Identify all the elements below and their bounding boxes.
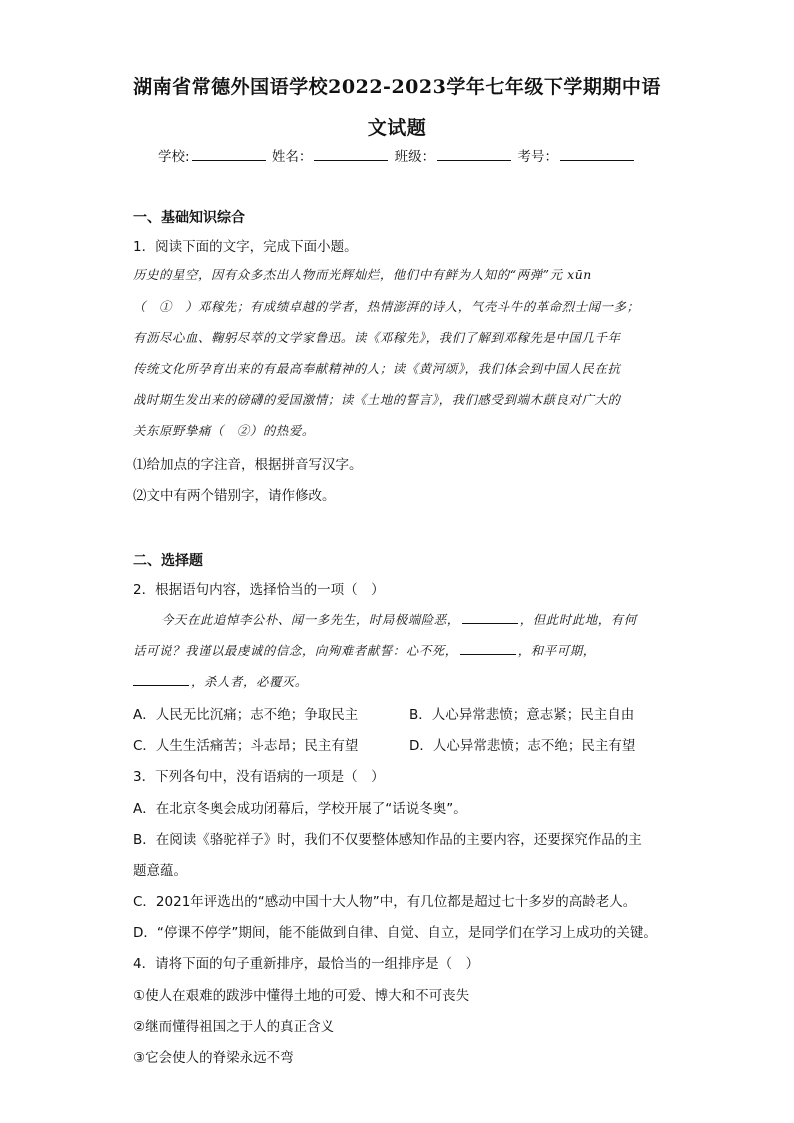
class-blank[interactable] — [437, 148, 511, 161]
name-blank[interactable] — [314, 148, 388, 161]
q2-option-d[interactable]: D．人心异常悲愤；志不绝；民主有望 — [409, 738, 636, 754]
q3-option-a[interactable]: A．在北京冬奥会成功闭幕后，学校开展了“话说冬奥”。 — [133, 801, 467, 817]
exam-title-line1: 湖南省常德外国语学校2022-2023学年七年级下学期期中语 — [133, 76, 661, 98]
q1-passage-line: 战时期生发出来的磅礴的爱国激情；读《土地的誓言》，我们感受到端木蕻良对广大的 — [133, 392, 621, 407]
school-label: 学校: — [158, 149, 190, 165]
student-info-row — [0, 145, 794, 165]
q3-option-c[interactable]: C．2021年评选出的“感动中国十大人物”中，有几位都是超过七十多岁的高龄老人。 — [133, 894, 637, 910]
q3-option-d[interactable]: D．“停课不停学”期间，能不能做到自律、自觉、自立，是同学们在学习上成功的关键。 — [133, 925, 657, 941]
class-label: 班级： — [394, 149, 436, 165]
q4-item: ③它会使人的脊梁永远不弯 — [133, 1050, 294, 1066]
q2-passage-text: ，和平可期， — [517, 643, 596, 658]
q1-sub1: ⑴给加点的字注音，根据拼音写汉字。 — [133, 457, 363, 473]
q4-item: ①使人在艰难的跋涉中懂得土地的可爱、博大和不可丧失 — [133, 988, 470, 1004]
section2-heading: 二、选择题 — [133, 553, 203, 569]
q2-option-c[interactable]: C．人生生活痛苦；斗志昂；民主有望 — [133, 738, 359, 754]
exam-title-line2: 文试题 — [367, 117, 427, 139]
q2-blank-3[interactable] — [133, 674, 189, 686]
exam-no-blank[interactable] — [560, 148, 634, 161]
q2-option-a[interactable]: A．人民无比沉痛；志不绝；争取民主 — [133, 707, 359, 723]
q1-passage-line: 有沥尽心血、鞠躬尽萃的文学家鲁迅。读《邓稼先》，我们了解到邓稼先是中国几千年 — [133, 330, 621, 345]
q1-passage-line: （ ① ）邓稼先；有成绩卓越的学者，热情澎湃的诗人，气壳斗牛的革命烈士闻一多； — [133, 299, 640, 314]
q4-item: ②继而懂得祖国之于人的真正含义 — [133, 1019, 335, 1035]
q2-passage-text: 话可说？我谨以最虔诚的信念，向殉难者献誓：心不死， — [133, 643, 458, 658]
q2-passage-text: ，杀人者，必覆灭。 — [191, 674, 308, 689]
q1-prompt: 1．阅读下面的文字，完成下面小题。 — [133, 239, 358, 255]
q2-passage-text: 今天在此追悼李公朴、闻一多先生，时局极端险恶， — [161, 612, 460, 627]
school-blank[interactable] — [192, 148, 266, 161]
name-label: 姓名： — [271, 149, 313, 165]
q1-sub2: ⑵文中有两个错别字，请作修改。 — [133, 488, 336, 504]
q1-passage-line: 历史的星空，因有众多杰出人物而光辉灿烂，他们中有鲜为人知的“两弹”元 xūn — [133, 267, 592, 282]
q2-passage-text: ，但此时此地，有何 — [519, 612, 637, 627]
q2-blank-1[interactable] — [462, 612, 518, 624]
q2-prompt: 2．根据语句内容，选择恰当的一项（ ） — [133, 582, 385, 598]
q1-passage-line: 传统文化所孕育出来的有最高奉献精神的人；读《黄河颂》，我们体会到中国人民在抗 — [133, 361, 621, 376]
q2-passage-line — [133, 672, 308, 690]
q2-blank-2[interactable] — [460, 643, 516, 655]
q2-passage-line — [161, 610, 637, 628]
q2-option-b[interactable]: B．人心异常悲愤；意志紧；民主自由 — [409, 707, 635, 723]
q4-prompt: 4．请将下面的句子重新排序，最恰当的一组排序是（ ） — [133, 956, 480, 972]
q3-option-b-cont[interactable]: 题意蕴。 — [133, 863, 187, 879]
q1-passage-line: 关东原野挚痛（ ②）的热爱。 — [133, 423, 315, 438]
q3-option-b[interactable]: B．在阅读《骆驼祥子》时，我们不仅要整体感知作品的主要内容，还要探究作品的主 — [133, 832, 642, 848]
q3-prompt: 3．下列各句中，没有语病的一项是（ ） — [133, 769, 385, 785]
exam-no-label: 考号： — [517, 149, 558, 165]
q2-passage-line — [133, 641, 596, 659]
section1-heading: 一、基础知识综合 — [133, 210, 245, 226]
